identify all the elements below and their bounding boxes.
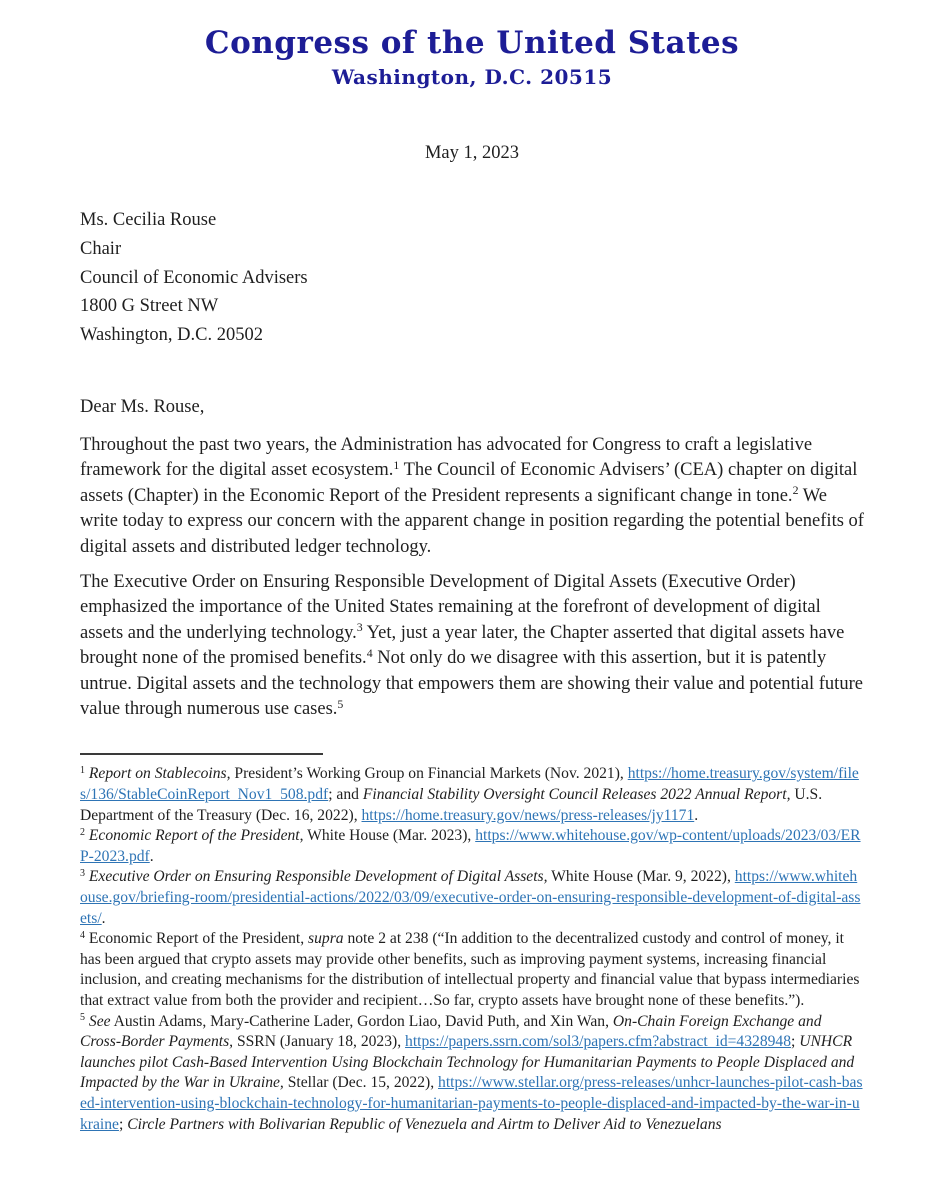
recipient-line: 1800 G Street NW [80,296,219,317]
footnote-ref: 2 [792,483,799,498]
text-run: President’s Working Group on Financial Markets (Nov. 2021), [230,765,628,783]
text-run: The Council of Economic Advisers’ (CEA) chapter on digital assets (Chapter) in the Economic Report of the President represents a significant change in tone. [80,460,858,506]
text-run: Stellar (Dec. 15, 2022), [283,1074,439,1092]
body-paragraph-1 [80,433,864,560]
recipient-block [80,206,864,350]
text-run: Economic Report of the President [88,827,300,845]
hyperlink[interactable]: https://home.treasury.gov/news/press-releases/jy1171 [361,806,695,824]
footnote-marker: 3 [80,867,85,879]
recipient-line: Council of Economic Advisers [80,267,308,288]
text-run: ; [118,1115,128,1133]
text-run: We write today to express our concern with the apparent change in position regarding the potential benefits of digital assets and distributed ledger technology. [80,485,864,557]
letterhead-title: Congress of the United States [204,25,740,61]
text-run: Economic Report of the President, [88,930,309,948]
text-run: Not only do we disagree with this assertion, but it is patently untrue. Digital assets and the technology that empowers them are showing their value and potential future value through numerous use cases. [80,648,863,720]
footnote-separator [80,753,323,755]
text-run: Circle Partners with Bolivarian Republic of Venezuela and Airtm to Deliver Aid to Venezuelans [127,1115,722,1133]
hyperlink[interactable]: https://www.whitehouse.gov/briefing-room/presidential-actions/2022/03/09/executive-order-on-ensuring-responsible-development-of-digital-assets/ [80,868,861,927]
text-run: On-Chain Foreign Exchange and Cross-Border Payments, [80,1012,822,1051]
footnote-ref: 4 [366,645,373,660]
text-run: See [88,1012,111,1030]
text-run: The Executive Order on Ensuring Responsible Development of Digital Assets (Executive Order) emphasized the importance of the United States remaining at the forefront of development of digital assets and the underlying technology. [80,572,821,643]
text-run: . [149,847,154,865]
letterhead [80,24,864,90]
footnote [80,1012,864,1136]
text-run: White House (Mar. 9, 2022), [547,868,735,886]
letter-date: May 1, 2023 [424,143,520,163]
text-run: Throughout the past two years, the Administration has advocated for Congress to craft a legislative framework for the digital asset ecosystem. [80,434,813,481]
footnote-ref: 1 [393,457,400,472]
text-run: SSRN (January 18, 2023), [233,1033,406,1051]
text-run: U.S. Department of the Treasury (Dec. 16, 2022), [80,786,823,824]
letter-body [80,433,864,722]
hyperlink[interactable]: https://www.stellar.org/press-releases/unhcr-launches-pilot-cash-based-intervention-using-blockchain-technology-for-humanitarian-payments-to-people-displaced-and-impacted-by-the-war-in-ukraine [80,1074,863,1133]
footnote-marker: 2 [80,826,85,838]
text-run: Yet, just a year later, the Chapter asserted that digital assets have brought none of the promised benefits. [80,622,845,669]
footnote [80,929,864,1011]
letterhead-address: Washington, D.C. 20515 [331,65,613,89]
text-run: . [101,909,106,927]
letter-content [80,24,864,1135]
text-run: note 2 at 238 (“In addition to the decentralized custody and control of money, it has been argued that crypto assets may provide other benefits, such as improving payment systems, increasing financial inclusion, and creating mechanisms for the distribution of intellectual property and financial value that bypass intermediaries that extract value from both the provider and recipient…So far, crypto assets have brought none of these benefits.”). [80,930,860,1009]
text-run: Executive Order on Ensuring Responsible Development of Digital Assets, [88,868,548,886]
text-run: Austin Adams, Mary-Catherine Lader, Gordon Liao, David Puth, and Xin Wan, [110,1012,613,1030]
recipient-line: Washington, D.C. 20502 [80,325,263,346]
text-run: Report on Stablecoins, [88,765,231,783]
text-run: . [694,806,699,824]
text-run: , White House (Mar. 2023), [299,827,476,845]
text-run: UNHCR launches pilot Cash-Based Intervention Using Blockchain Technology for Humanitarian Payments to People Displaced and Impacted by the War in Ukraine, [80,1033,855,1092]
footnote [80,867,864,929]
text-run: ; and [328,786,363,804]
salutation: Dear Ms. Rouse, [80,396,205,417]
text-run: supra [308,930,344,948]
footnote-ref: 3 [356,620,363,635]
footnote-marker: 1 [80,764,85,776]
recipient-line: Chair [80,238,122,259]
footnote [80,826,864,867]
footnote-marker: 5 [80,1012,85,1024]
footnote [80,764,864,826]
text-run: Financial Stability Oversight Council Releases 2022 Annual Report, [362,786,791,804]
footnote-marker: 4 [80,929,85,941]
text-run: ; [791,1033,800,1051]
footnote-ref: 5 [337,696,344,711]
hyperlink[interactable]: https://www.whitehouse.gov/wp-content/uploads/2023/03/ERP-2023.pdf [80,827,861,865]
footnotes-block [80,764,864,1135]
recipient-line: Ms. Cecilia Rouse [80,210,217,230]
hyperlink[interactable]: https://home.treasury.gov/system/files/136/StableCoinReport_Nov1_508.pdf [80,765,859,804]
hyperlink[interactable]: https://papers.ssrn.com/sol3/papers.cfm?abstract_id=4328948 [405,1033,792,1051]
body-paragraph-2 [80,570,864,722]
